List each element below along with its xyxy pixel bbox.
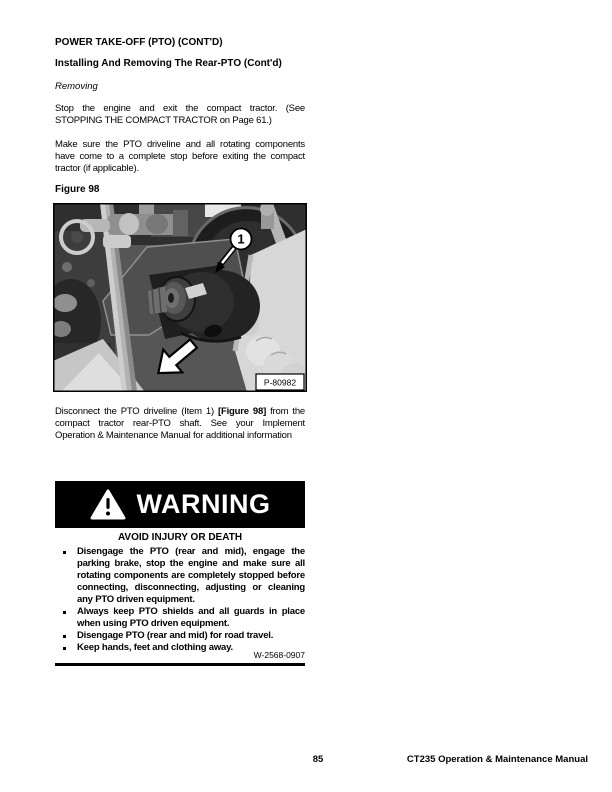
warning-bullet: Always keep PTO shields and all guards in place when using PTO driven equipment. (55, 606, 305, 630)
figure-98-photo-illustration (53, 203, 307, 392)
subsection-heading: Installing And Removing The Rear-PTO (Cont'd) (55, 58, 282, 69)
page-number: 85 (312, 754, 324, 765)
warning-banner (55, 481, 305, 528)
warning-bullet: Disengage PTO (rear and mid) for road travel. (55, 630, 305, 642)
callout-number: 1 (237, 231, 245, 247)
photo-id-label: P-80982 (263, 377, 297, 388)
figure-98-photo (53, 203, 307, 392)
warning-triangle-icon (90, 489, 126, 520)
section-heading: POWER TAKE-OFF (PTO) (CONT'D) (55, 37, 223, 48)
warning-reference-code: W-2568-0907 (253, 650, 305, 660)
paragraph-driveline-stop: Make sure the PTO driveline and all rotating components have come to a complete stop before exiting the compact tractor (if applicable). (55, 139, 305, 174)
figure-reference: [Figure 98] (218, 406, 267, 417)
warning-bullet: Keep hands, feet and clothing away. (55, 642, 305, 654)
warning-bullet: Disengage the PTO (rear and mid), engage the parking brake, stop the engine and make sure all rotating components are completely stopped before connecting, disconnecting, adjusting or cleaning any PTO driven equipment. (55, 546, 305, 606)
paragraph-disconnect (55, 406, 305, 442)
step-label: Removing (55, 81, 98, 92)
warning-heading: AVOID INJURY OR DEATH (117, 532, 243, 543)
paragraph-stop-engine: Stop the engine and exit the compact tractor. (See STOPPING THE COMPACT TRACTOR on Page 61.) (55, 103, 305, 126)
warning-bullet-list (55, 546, 305, 654)
paragraph-text: from the compact tractor rear-PTO shaft. See your Implement Operation & Maintenance Manual for additional information (55, 406, 305, 441)
manual-title: CT235 Operation & Maintenance Manual (406, 754, 588, 765)
warning-bottom-rule (55, 663, 305, 666)
warning-banner-label: WARNING (136, 489, 271, 519)
figure-label: Figure 98 (55, 184, 100, 195)
paragraph-text: Disconnect the PTO driveline (Item 1) (55, 406, 219, 417)
